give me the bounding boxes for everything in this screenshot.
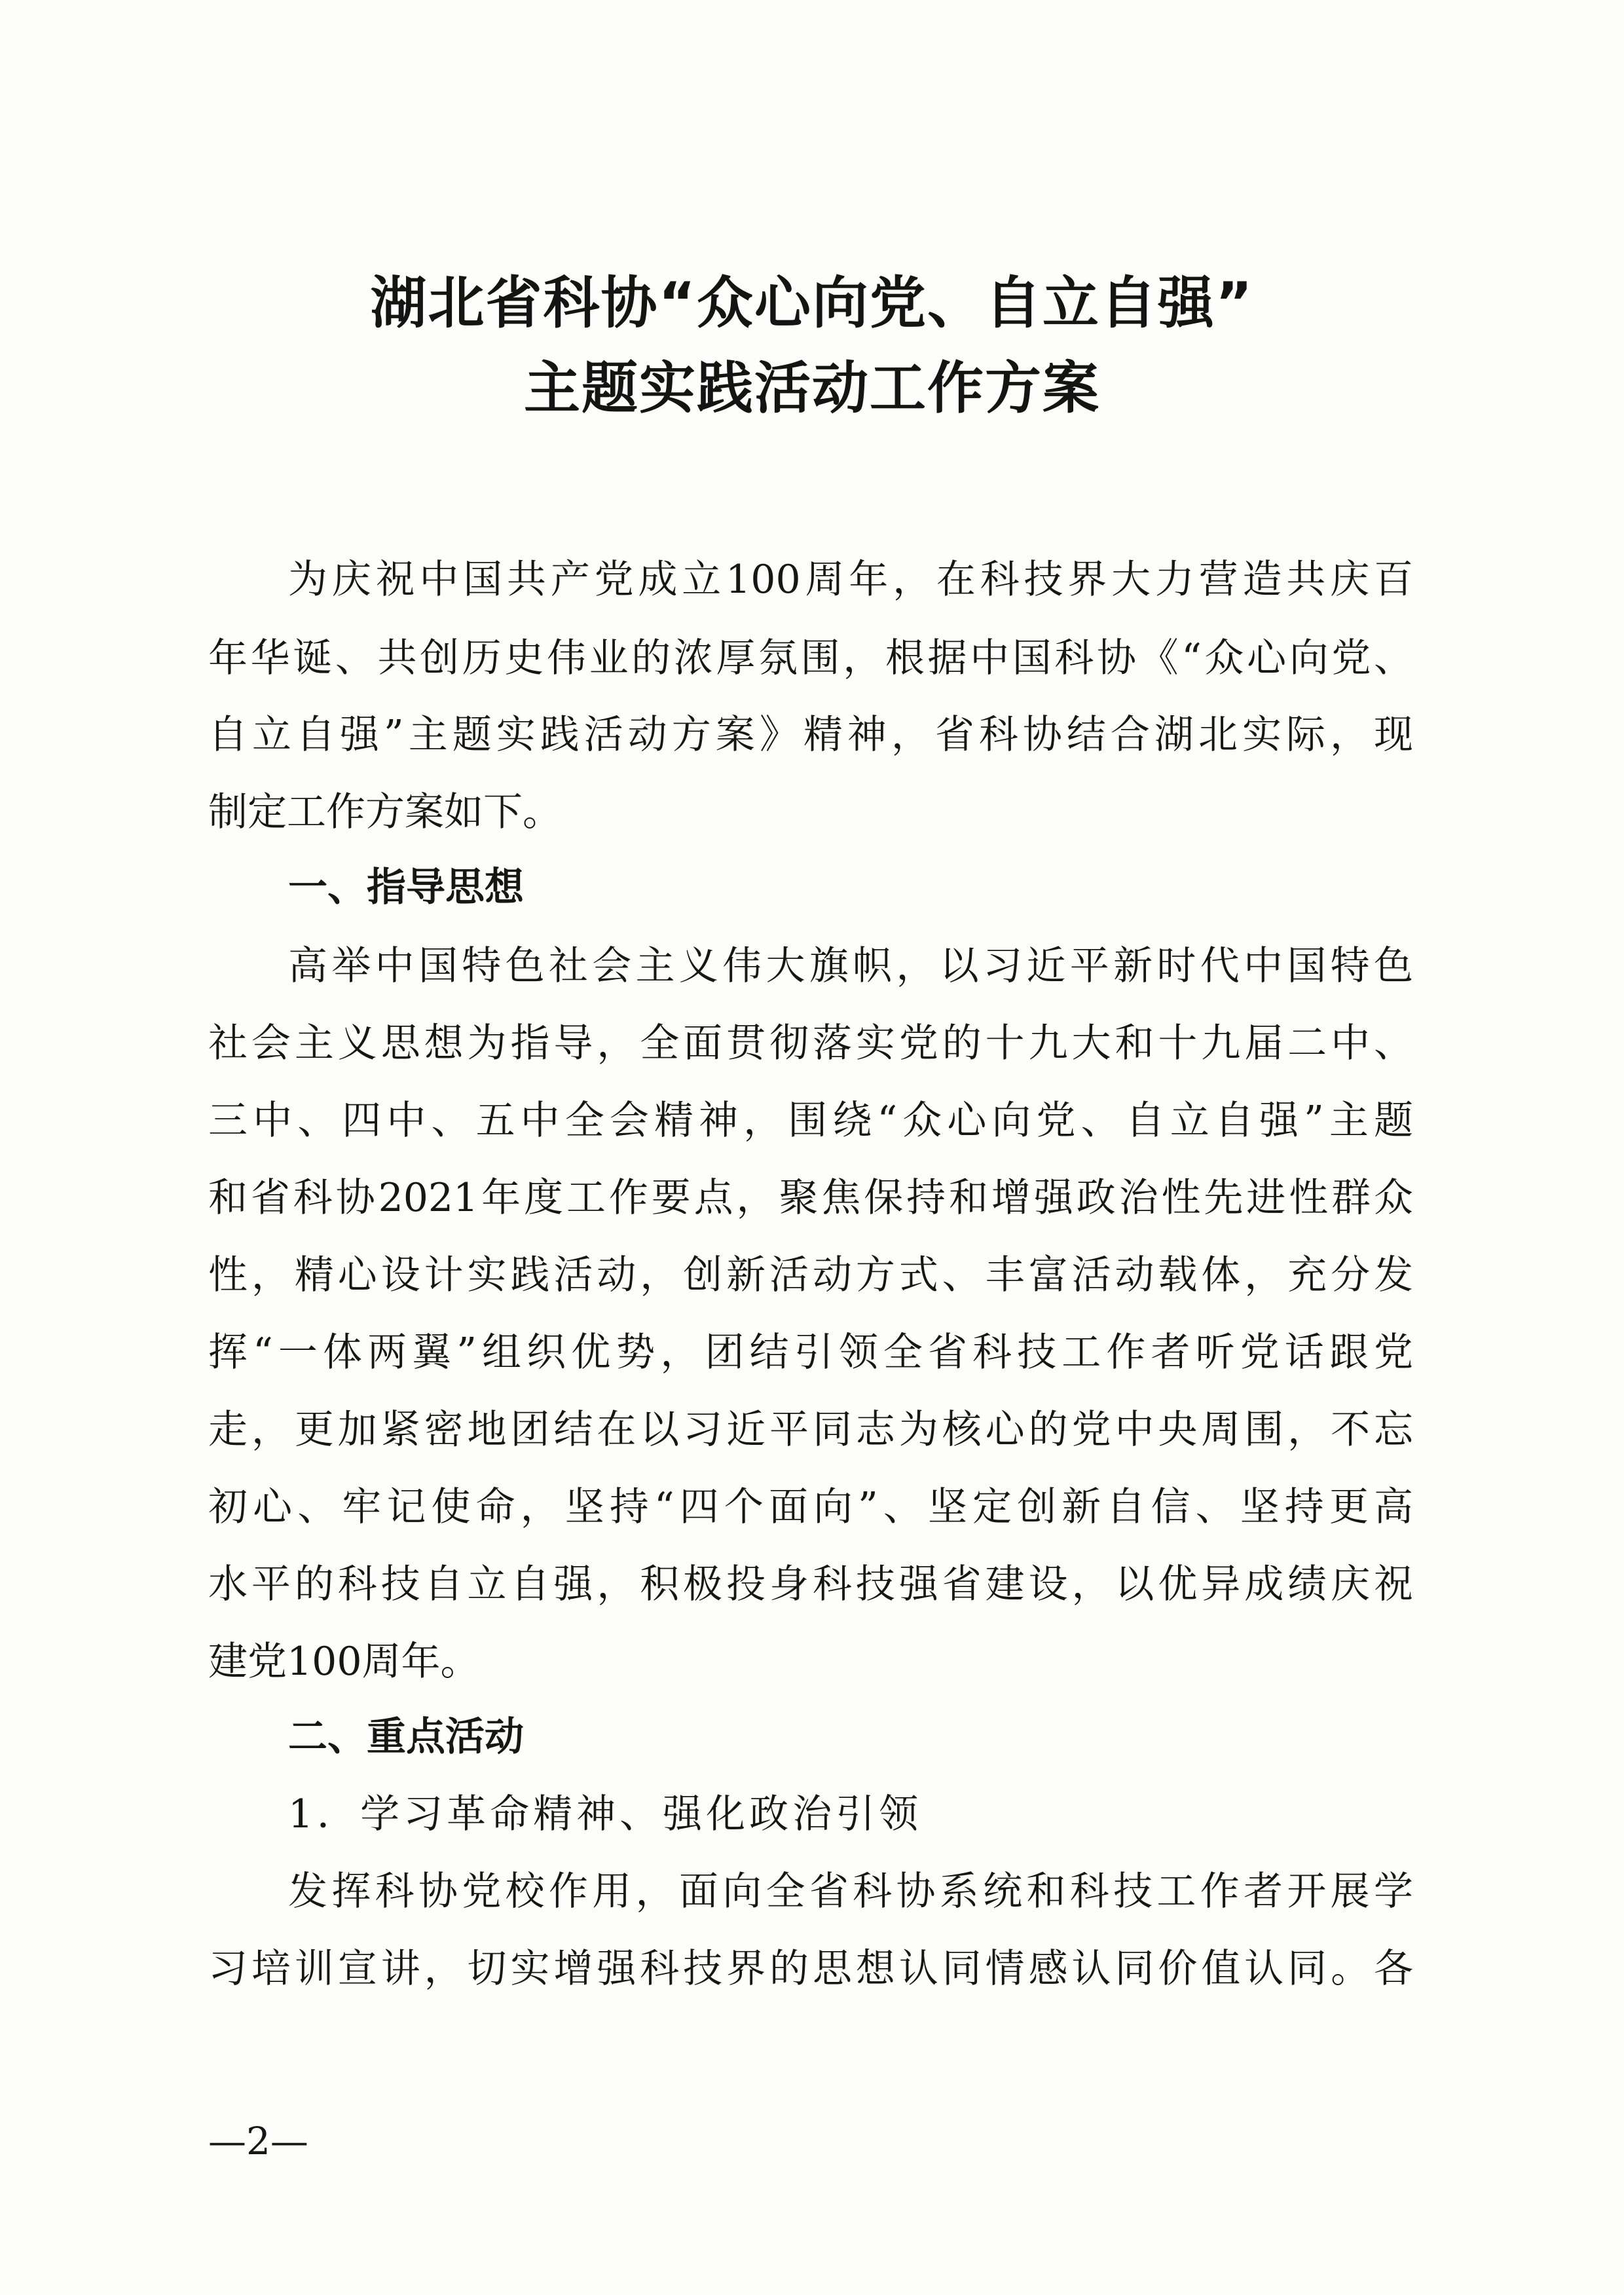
activity1-line-2: 习培训宣讲，切实增强科技界的思想认同情感认同价值认同。各 [208,1946,1413,1992]
guiding-line-3: 三中、四中、五中全会精神，围绕“众心向党、自立自强”主题 [208,1098,1413,1144]
intro-line-4: 制定工作方案如下。 [208,789,562,835]
guiding-line-1: 高举中国特色社会主义伟大旗帜，以习近平新时代中国特色 [288,943,1413,989]
page-number: —2— [208,2119,308,2163]
section-heading-guiding-thought: 一、指导思想 [288,865,524,910]
guiding-line-4: 和省科协2021年度工作要点，聚焦保持和增强政治性先进性群众 [208,1175,1413,1221]
guiding-line-9: 水平的科技自立自强，积极投身科技强省建设，以优异成绩庆祝 [208,1561,1413,1607]
activity1-line-1: 发挥科协党校作用，面向全省科协系统和科技工作者开展学 [288,1869,1413,1914]
document-title-line-1: 湖北省科协“众心向党、自立自强” [370,271,1254,336]
intro-line-1: 为庆祝中国共产党成立100周年，在科技界大力营造共庆百 [288,557,1413,603]
intro-line-2: 年华诞、共创历史伟业的浓厚氛围，根据中国科协《“众心向党、 [208,635,1413,681]
guiding-line-10: 建党100周年。 [208,1639,480,1685]
guiding-line-5: 性，精心设计实践活动，创新活动方式、丰富活动载体，充分发 [208,1252,1413,1298]
section-heading-key-activities: 二、重点活动 [288,1714,524,1760]
guiding-line-2: 社会主义思想为指导，全面贯彻落实党的十九大和十九届二中、 [208,1020,1413,1066]
guiding-line-7: 走，更加紧密地团结在以习近平同志为核心的党中央周围，不忘 [208,1407,1413,1453]
guiding-line-8: 初心、牢记使命，坚持“四个面向”、坚定创新自信、坚持更高 [208,1484,1413,1530]
intro-line-3: 自立自强”主题实践活动方案》精神，省科协结合湖北实际，现 [208,712,1413,758]
subheading-activity-1: 1．学习革命精神、强化政治引领 [288,1791,923,1837]
guiding-line-6: 挥“一体两翼”组织优势，团结引领全省科技工作者听党话跟党 [208,1330,1413,1375]
document-title-line-2: 主题实践活动工作方案 [524,356,1100,421]
